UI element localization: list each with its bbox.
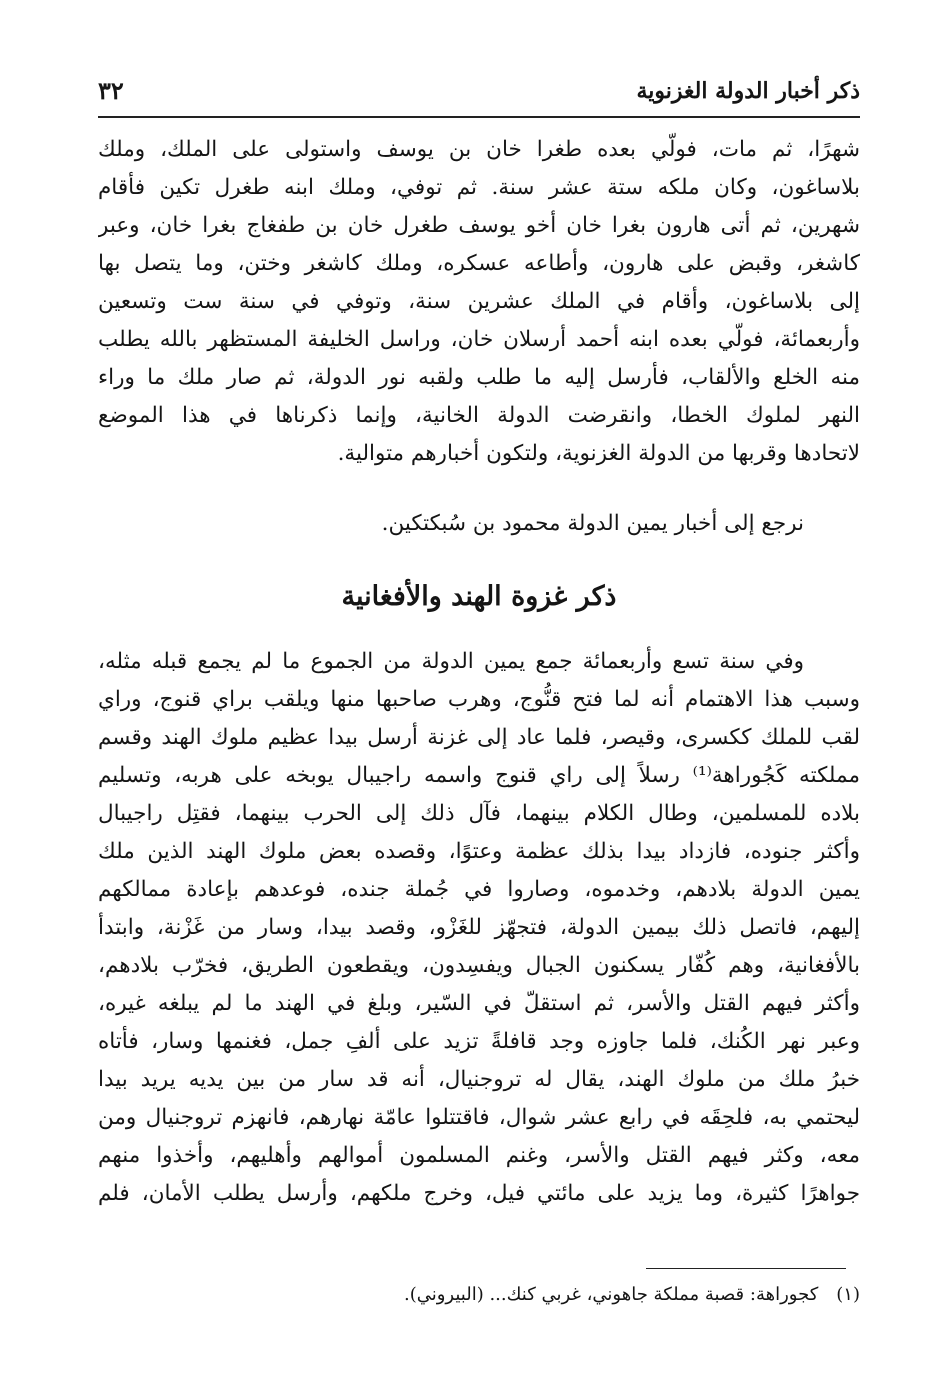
text-line: إليهم، فاتصل ذلك بيمين الدولة، فتجهّز للغَزْو، وقصد بيدا، وسار من غَزْنة، وابتدأ (98, 915, 860, 940)
text-line: معه، وكثر فيهم القتل والأسر، وغنم المسلمون أموالهم وأهليهم، وأخذوا منهم (98, 1143, 860, 1168)
page-number: ٣٢ (98, 76, 124, 105)
text-line: خبرُ ملك من ملوك الهند، يقال له تروجنيال، أنه قد سار من بين يديه يريد بيدا (98, 1067, 860, 1092)
paragraph-transition (98, 505, 860, 543)
footnote-rule (646, 1268, 846, 1269)
text-line: وأكثر جنوده، فازداد بيدا بذلك عظمة وعتوًا، وقصده بعض ملوك الهند الذين ملك (98, 839, 860, 864)
header-rule (98, 116, 860, 118)
text-line: مملكته كَجُوراهة⁽¹⁾ رسلاً إلى راي قنوج واسمه راجيبال يوبخه على هربه، وتسليم (98, 763, 860, 788)
text-line: نرجع إلى أخبار يمين الدولة محمود بن سُبكتكين. (381, 511, 804, 536)
text-line: يمين الدولة بلادهم، وخدموه، وصاروا في جُملة جنده، فوعدهم بإعادة ممالكهم (98, 877, 860, 902)
text-line: جواهرًا كثيرة، وما يزيد على مائتي فيل، وخرج ملكهم، وأرسل يطلب الأمان، فلم (98, 1181, 860, 1206)
text-line: وسبب هذا الاهتمام أنه لما فتح قنُّوج، وهرب صاحبها منها ويلقب براي قنوج، وراي (98, 687, 860, 712)
running-head (98, 76, 860, 110)
text-line: النهر لملوك الخطا، وانقرضت الدولة الخانية، وإنما ذكرناها في هذا الموضع (98, 403, 860, 428)
section-heading: ذكر غزوة الهند والأفغانية (341, 581, 617, 612)
paragraph-continued (98, 131, 860, 473)
text-line: ليحتمي به، فلحِقَه في رابع عشر شوال، فاقتتلوا عامّة نهارهم، فانهزم تروجنيال ومن (98, 1105, 860, 1130)
text-line: شهرين، ثم أتى هارون بغرا خان أخو يوسف طغرل خان بن طفغاج بغرا خان، وعبر (98, 213, 860, 238)
text-line: بالأفغانية، وهم كُفّار يسكنون الجبال ويفسِدون، ويقطعون الطريق، فخرّب بلادهم، (98, 953, 860, 978)
text-line: بلاده للمسلمين، وطال الكلام بينهما، فآل ذلك إلى الحرب بينهما، فقتِل راجيبال (98, 801, 860, 826)
text-line: بلاساغون، وكان ملكه ستة عشر سنة. ثم توفي، وملك ابنه طغرل تكين فأقام (98, 175, 860, 200)
text-line: شهرًا، ثم مات، فولّي بعده طغرا خان بن يوسف واستولى على الملك، وملك (98, 137, 860, 162)
text-line: وعبر نهر الكُنك، فلما جاوزه وجد قافلةً تزيد على ألفِ جمل، فغنمها وسار، فأتاه (98, 1029, 860, 1054)
running-head-title: ذكر أخبار الدولة الغزنوية (636, 78, 860, 104)
paragraph-main (98, 643, 860, 1213)
text-line: منه الخلع والألقاب، فأرسل إليه ما طلب ولقبه نور الدولة، ثم صار ملك ما وراء (98, 365, 860, 390)
footnote-marker: (١) (836, 1284, 860, 1305)
footnote-text: كجوراهة: قصبة مملكة جاهوني، غربي كنك... (البيروني). (403, 1284, 819, 1305)
text-line: وأكثر فيهم القتل والأسر، ثم استقلّ في السّير، وبلغ في الهند ما لم يبلغه غيره، (98, 991, 860, 1016)
text-line: كاشغر، وقبض على هارون، وأطاعه عسكره، وملك كاشغر وختن، وما يتصل بها (98, 251, 860, 276)
footnote (98, 1280, 860, 1310)
text-line: إلى بلاساغون، وأقام في الملك عشرين سنة، وتوفي في سنة ست وتسعين (98, 289, 860, 314)
text-line: وأربعمائة، فولّي بعده ابنه أحمد أرسلان خان، وراسل الخليفة المستظهر بالله يطلب (98, 327, 860, 352)
text-line: وفي سنة تسع وأربعمائة جمع يمين الدولة من الجموع ما لم يجمع قبله مثله، (98, 649, 804, 674)
text-line: لاتحادها وقربها من الدولة الغزنوية، ولتكون أخبارهم متوالية. (337, 441, 860, 466)
text-line: لقب للملك ككسرى، وقيصر، فلما عاد إلى غزنة أرسل بيدا عظيم ملوك الهند وقسم (98, 725, 860, 750)
